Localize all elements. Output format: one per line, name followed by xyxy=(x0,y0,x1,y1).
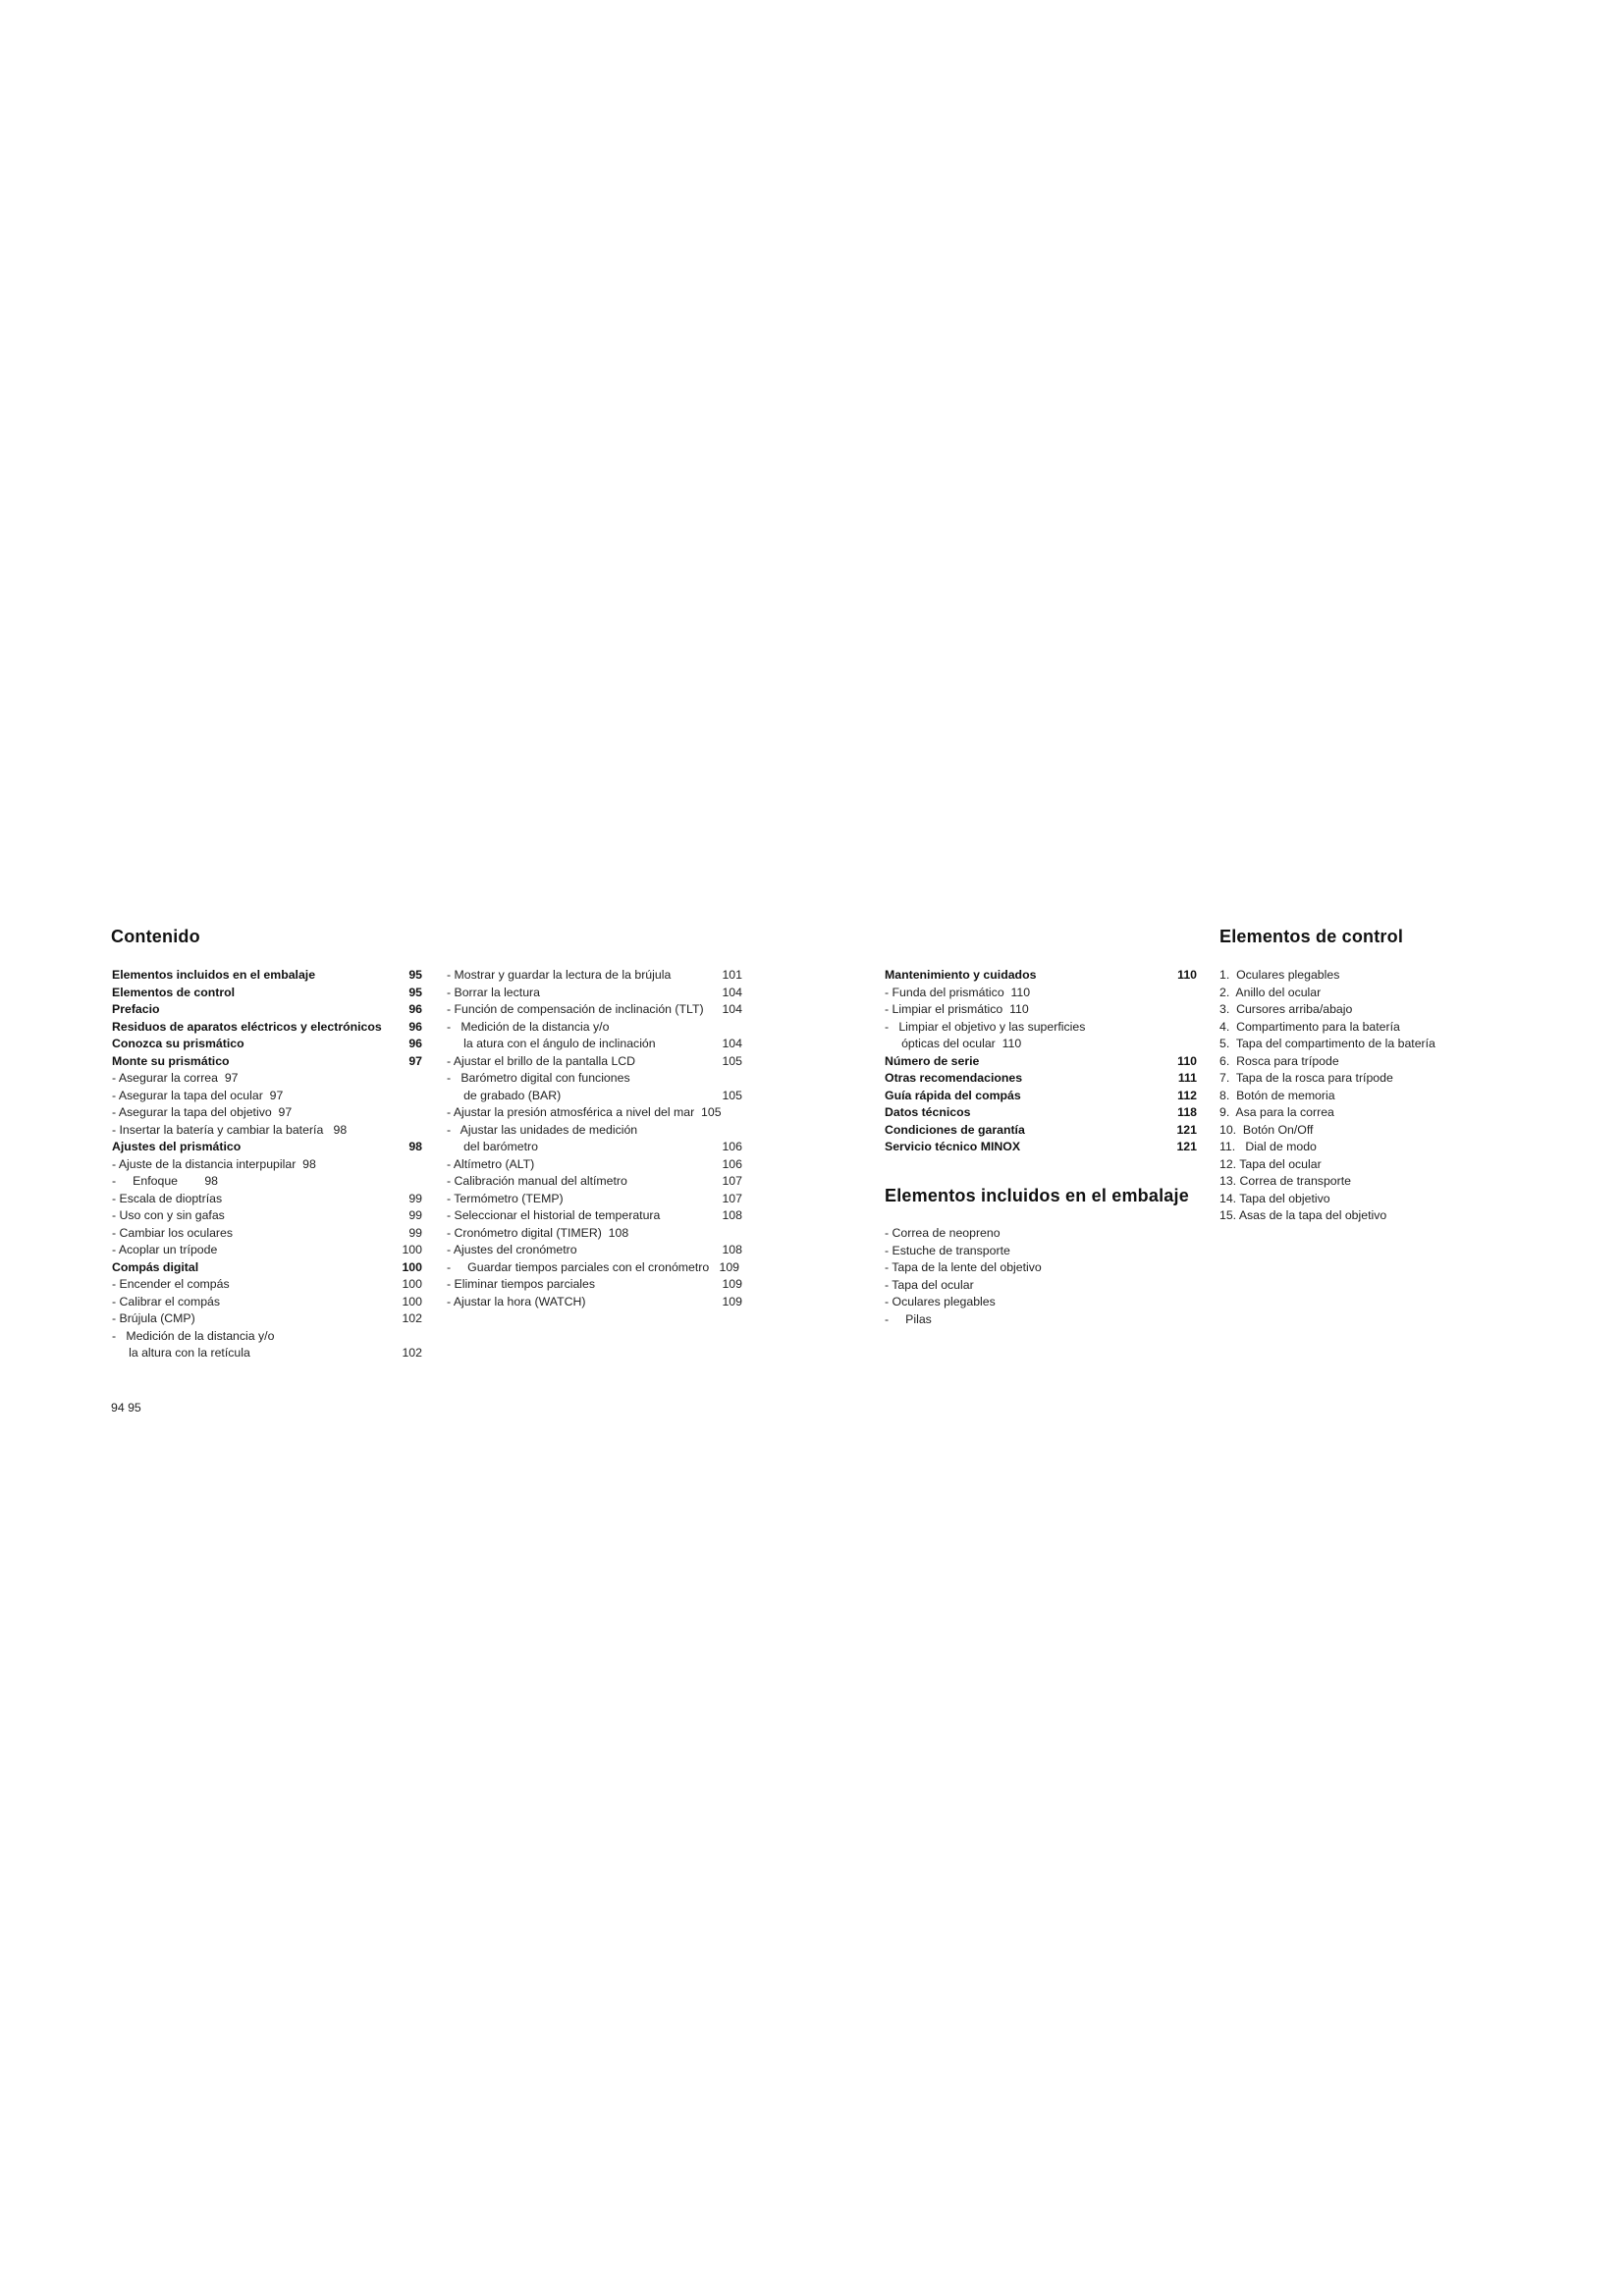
toc-entry xyxy=(447,1173,742,1191)
toc-entry-text: Otras recomendaciones xyxy=(885,1071,1023,1085)
toc-entry xyxy=(112,1173,422,1191)
toc-entry xyxy=(885,1139,1197,1156)
toc-entry-text: del barómetro xyxy=(447,1140,538,1153)
toc-entry xyxy=(112,1191,422,1208)
toc-entry xyxy=(112,1207,422,1225)
included-item: - Tapa del ocular xyxy=(885,1277,974,1292)
toc-entry xyxy=(112,1225,422,1243)
toc-entry-text: Elementos incluidos en el embalaje xyxy=(112,968,316,982)
toc-entry xyxy=(112,1139,422,1156)
control-item: 9. Asa para la correa xyxy=(1219,1105,1334,1119)
toc-entry-page: 105 xyxy=(722,1088,742,1102)
included-item: - Estuche de transporte xyxy=(885,1243,1010,1257)
toc-entry xyxy=(112,1242,422,1259)
toc-entry xyxy=(447,1191,742,1208)
toc-entry-text: Conozca su prismático xyxy=(112,1037,244,1050)
toc-entry-text: Mantenimiento y cuidados xyxy=(885,968,1037,982)
toc-entry xyxy=(885,1036,1197,1053)
toc-entry-page: 97 xyxy=(408,1053,422,1068)
toc-entry xyxy=(885,1122,1197,1140)
toc-entry xyxy=(112,1122,422,1140)
toc-entry xyxy=(112,1053,422,1071)
control-item: 4. Compartimento para la batería xyxy=(1219,1019,1400,1034)
toc-entry-text: - Función de compensación de inclinación (TLT) xyxy=(447,1002,704,1016)
toc-entry-page: 112 xyxy=(1177,1088,1197,1102)
toc-entry-text: Monte su prismático xyxy=(112,1053,230,1068)
toc-entry-text: ópticas del ocular 110 xyxy=(885,1037,1022,1050)
toc-entry xyxy=(447,1088,742,1105)
toc-entry-text: - Uso con y sin gafas xyxy=(112,1208,225,1222)
controls-heading: Elementos de control xyxy=(1219,927,1404,946)
toc-entry xyxy=(885,1001,1197,1019)
toc-entry xyxy=(112,1156,422,1174)
control-item: 13. Correa de transporte xyxy=(1219,1174,1351,1188)
toc-entry-page: 108 xyxy=(722,1208,742,1222)
toc-entry xyxy=(112,1001,422,1019)
toc-entry xyxy=(112,1088,422,1105)
toc-entry-page: 100 xyxy=(402,1243,422,1256)
toc-entry-text: - Barómetro digital con funciones xyxy=(447,1071,630,1085)
toc-entry xyxy=(447,985,742,1002)
toc-entry xyxy=(447,1242,742,1259)
toc-entry xyxy=(447,1259,742,1277)
control-item: 5. Tapa del compartimento de la batería xyxy=(1219,1037,1435,1050)
toc-entry-text: - Asegurar la tapa del objetivo 97 xyxy=(112,1105,293,1119)
toc-entry xyxy=(447,967,742,985)
toc-entry-page: 98 xyxy=(408,1140,422,1153)
toc-entry-text: de grabado (BAR) xyxy=(447,1088,562,1102)
toc-entry-page: 118 xyxy=(1177,1105,1197,1119)
toc-entry-page: 105 xyxy=(722,1053,742,1068)
toc-entry-text: - Cambiar los oculares xyxy=(112,1225,234,1240)
control-item: 10. Botón On/Off xyxy=(1219,1122,1314,1137)
control-item: 11. Dial de modo xyxy=(1219,1140,1317,1153)
toc-entry-page: 121 xyxy=(1176,1140,1197,1153)
toc-entry xyxy=(112,1310,422,1328)
toc-entry-text: Prefacio xyxy=(112,1002,160,1016)
toc-entry xyxy=(885,1088,1197,1105)
toc-entry-text: - Seleccionar el historial de temperatura xyxy=(447,1208,661,1222)
toc-entry-text: - Altímetro (ALT) xyxy=(447,1156,535,1171)
contents-heading: Contenido xyxy=(111,927,200,946)
toc-entry-text: Condiciones de garantía xyxy=(885,1122,1025,1137)
toc-entry-text: Compás digital xyxy=(112,1259,199,1274)
toc-entry-page: 100 xyxy=(402,1259,422,1274)
toc-entry-page: 106 xyxy=(722,1156,742,1171)
page-numbers: 94 95 xyxy=(111,1401,141,1415)
toc-entry xyxy=(447,1019,742,1037)
toc-entry-text: la atura con el ángulo de inclinación xyxy=(447,1037,656,1050)
toc-entry-text: Elementos de control xyxy=(112,985,236,999)
toc-entry-page: 100 xyxy=(402,1277,422,1291)
toc-entry-text: - Ajuste de la distancia interpupilar 98 xyxy=(112,1156,316,1171)
toc-entry-text: la altura con la retícula xyxy=(112,1346,250,1360)
toc-entry-page: 96 xyxy=(408,1002,422,1016)
toc-entry xyxy=(447,1036,742,1053)
toc-entry xyxy=(112,967,422,985)
toc-entry-text: - Ajustes del cronómetro xyxy=(447,1243,577,1256)
toc-entry-page: 96 xyxy=(408,1019,422,1034)
toc-entry xyxy=(447,1139,742,1156)
toc-entry xyxy=(447,1276,742,1294)
toc-column-3 xyxy=(885,967,1197,1156)
toc-entry-text: - Escala de dioptrías xyxy=(112,1191,223,1205)
toc-entry-page: 96 xyxy=(408,1037,422,1050)
toc-entry xyxy=(112,1019,422,1037)
toc-entry-page: 107 xyxy=(722,1191,742,1205)
toc-entry-page: 106 xyxy=(722,1140,742,1153)
control-item: 14. Tapa del objetivo xyxy=(1219,1191,1330,1205)
toc-entry-page: 99 xyxy=(408,1208,422,1222)
toc-entry xyxy=(112,1276,422,1294)
toc-entry xyxy=(885,1053,1197,1071)
toc-entry xyxy=(112,1328,422,1346)
toc-entry-text: - Enfoque 98 xyxy=(112,1174,219,1188)
toc-entry-page: 95 xyxy=(408,985,422,999)
toc-entry xyxy=(885,967,1197,985)
toc-entry-text: - Ajustar el brillo de la pantalla LCD xyxy=(447,1053,636,1068)
toc-entry-text: - Asegurar la correa 97 xyxy=(112,1071,239,1085)
toc-entry-text: - Eliminar tiempos parciales xyxy=(447,1277,596,1291)
toc-entry-text: Residuos de aparatos eléctricos y electrónicos xyxy=(112,1019,382,1034)
control-item: 1. Oculares plegables xyxy=(1219,968,1340,982)
toc-entry-page: 104 xyxy=(722,1002,742,1016)
toc-entry-text: - Funda del prismático 110 xyxy=(885,985,1031,999)
toc-entry-text: - Encender el compás xyxy=(112,1277,230,1291)
toc-entry-text: - Calibrar el compás xyxy=(112,1294,221,1308)
toc-entry-page: 99 xyxy=(408,1225,422,1240)
toc-entry-text: - Mostrar y guardar la lectura de la brújula xyxy=(447,968,672,982)
toc-entry-text: - Medición de la distancia y/o xyxy=(112,1328,275,1343)
toc-entry xyxy=(447,1053,742,1071)
toc-entry-page: 109 xyxy=(722,1277,742,1291)
control-item: 12. Tapa del ocular xyxy=(1219,1156,1322,1171)
toc-entry-text: - Ajustar las unidades de medición xyxy=(447,1122,638,1137)
toc-entry-page: 104 xyxy=(722,985,742,999)
toc-entry-text: Ajustes del prismático xyxy=(112,1140,242,1153)
control-item: 7. Tapa de la rosca para trípode xyxy=(1219,1071,1393,1085)
toc-entry-page: 110 xyxy=(1177,968,1197,982)
toc-entry xyxy=(112,1036,422,1053)
toc-entry-page: 107 xyxy=(722,1174,742,1188)
toc-entry xyxy=(447,1001,742,1019)
toc-entry xyxy=(112,1259,422,1277)
toc-entry-page: 109 xyxy=(722,1294,742,1308)
included-item: - Pilas xyxy=(885,1311,932,1326)
toc-entry xyxy=(112,1294,422,1311)
toc-entry xyxy=(885,1019,1197,1037)
toc-entry-page: 104 xyxy=(722,1037,742,1050)
included-item: - Oculares plegables xyxy=(885,1295,996,1308)
control-item: 2. Anillo del ocular xyxy=(1219,985,1322,999)
toc-entry-page: 102 xyxy=(402,1311,422,1325)
toc-entry xyxy=(447,1294,742,1311)
toc-entry-text: - Ajustar la presión atmosférica a nivel del mar 105 xyxy=(447,1105,722,1119)
control-item: 6. Rosca para trípode xyxy=(1219,1053,1339,1068)
toc-entry xyxy=(447,1104,742,1122)
toc-entry xyxy=(885,1070,1197,1088)
toc-entry xyxy=(112,985,422,1002)
toc-entry-page: 108 xyxy=(722,1243,742,1256)
toc-entry-text: Guía rápida del compás xyxy=(885,1088,1021,1102)
toc-column-2 xyxy=(447,967,742,1310)
control-item: 3. Cursores arriba/abajo xyxy=(1219,1002,1353,1016)
toc-entry xyxy=(885,985,1197,1002)
toc-entry xyxy=(447,1225,742,1243)
toc-entry-text: - Borrar la lectura xyxy=(447,985,540,999)
toc-entry-text: - Acoplar un trípode xyxy=(112,1243,218,1256)
toc-entry xyxy=(885,1104,1197,1122)
included-items-heading: Elementos incluidos en el embalaje xyxy=(885,1186,1189,1205)
toc-entry-page: 110 xyxy=(1177,1053,1197,1068)
toc-entry-text: - Cronómetro digital (TIMER) 108 xyxy=(447,1225,629,1240)
toc-entry-text: - Insertar la batería y cambiar la batería 98 xyxy=(112,1122,348,1137)
toc-entry-page: 111 xyxy=(1177,1071,1197,1085)
toc-entry-page: 121 xyxy=(1176,1122,1197,1137)
toc-entry xyxy=(112,1345,422,1362)
toc-entry-page: 99 xyxy=(408,1191,422,1205)
toc-entry-text: Servicio técnico MINOX xyxy=(885,1140,1021,1153)
toc-entry-page: 102 xyxy=(402,1346,422,1360)
toc-column-1 xyxy=(112,967,422,1362)
toc-entry-page: 100 xyxy=(402,1294,422,1308)
toc-entry-text: - Limpiar el objetivo y las superficies xyxy=(885,1019,1086,1034)
toc-entry xyxy=(447,1122,742,1140)
toc-entry-text: - Termómetro (TEMP) xyxy=(447,1191,564,1205)
toc-entry-text: - Medición de la distancia y/o xyxy=(447,1019,610,1034)
toc-entry xyxy=(447,1207,742,1225)
toc-entry-text: - Brújula (CMP) xyxy=(112,1311,195,1325)
toc-entry-text: - Guardar tiempos parciales con el cronómetro 109 xyxy=(447,1259,739,1274)
toc-entry-text: Número de serie xyxy=(885,1053,980,1068)
toc-entry-text: Datos técnicos xyxy=(885,1105,971,1119)
toc-entry xyxy=(112,1104,422,1122)
toc-entry-text: - Calibración manual del altímetro xyxy=(447,1174,627,1188)
toc-entry-page: 101 xyxy=(722,968,742,982)
toc-entry xyxy=(447,1070,742,1088)
toc-entry-text: - Limpiar el prismático 110 xyxy=(885,1002,1029,1016)
included-item: - Correa de neopreno xyxy=(885,1226,1001,1240)
controls-list xyxy=(1219,967,1573,1225)
toc-entry xyxy=(447,1156,742,1174)
toc-entry-page: 95 xyxy=(408,968,422,982)
included-items-list xyxy=(885,1225,1199,1328)
toc-entry xyxy=(112,1070,422,1088)
control-item: 8. Botón de memoria xyxy=(1219,1088,1335,1102)
included-item: - Tapa de la lente del objetivo xyxy=(885,1260,1042,1274)
toc-entry-text: - Ajustar la hora (WATCH) xyxy=(447,1294,586,1308)
control-item: 15. Asas de la tapa del objetivo xyxy=(1219,1208,1387,1222)
toc-entry-text: - Asegurar la tapa del ocular 97 xyxy=(112,1088,284,1102)
